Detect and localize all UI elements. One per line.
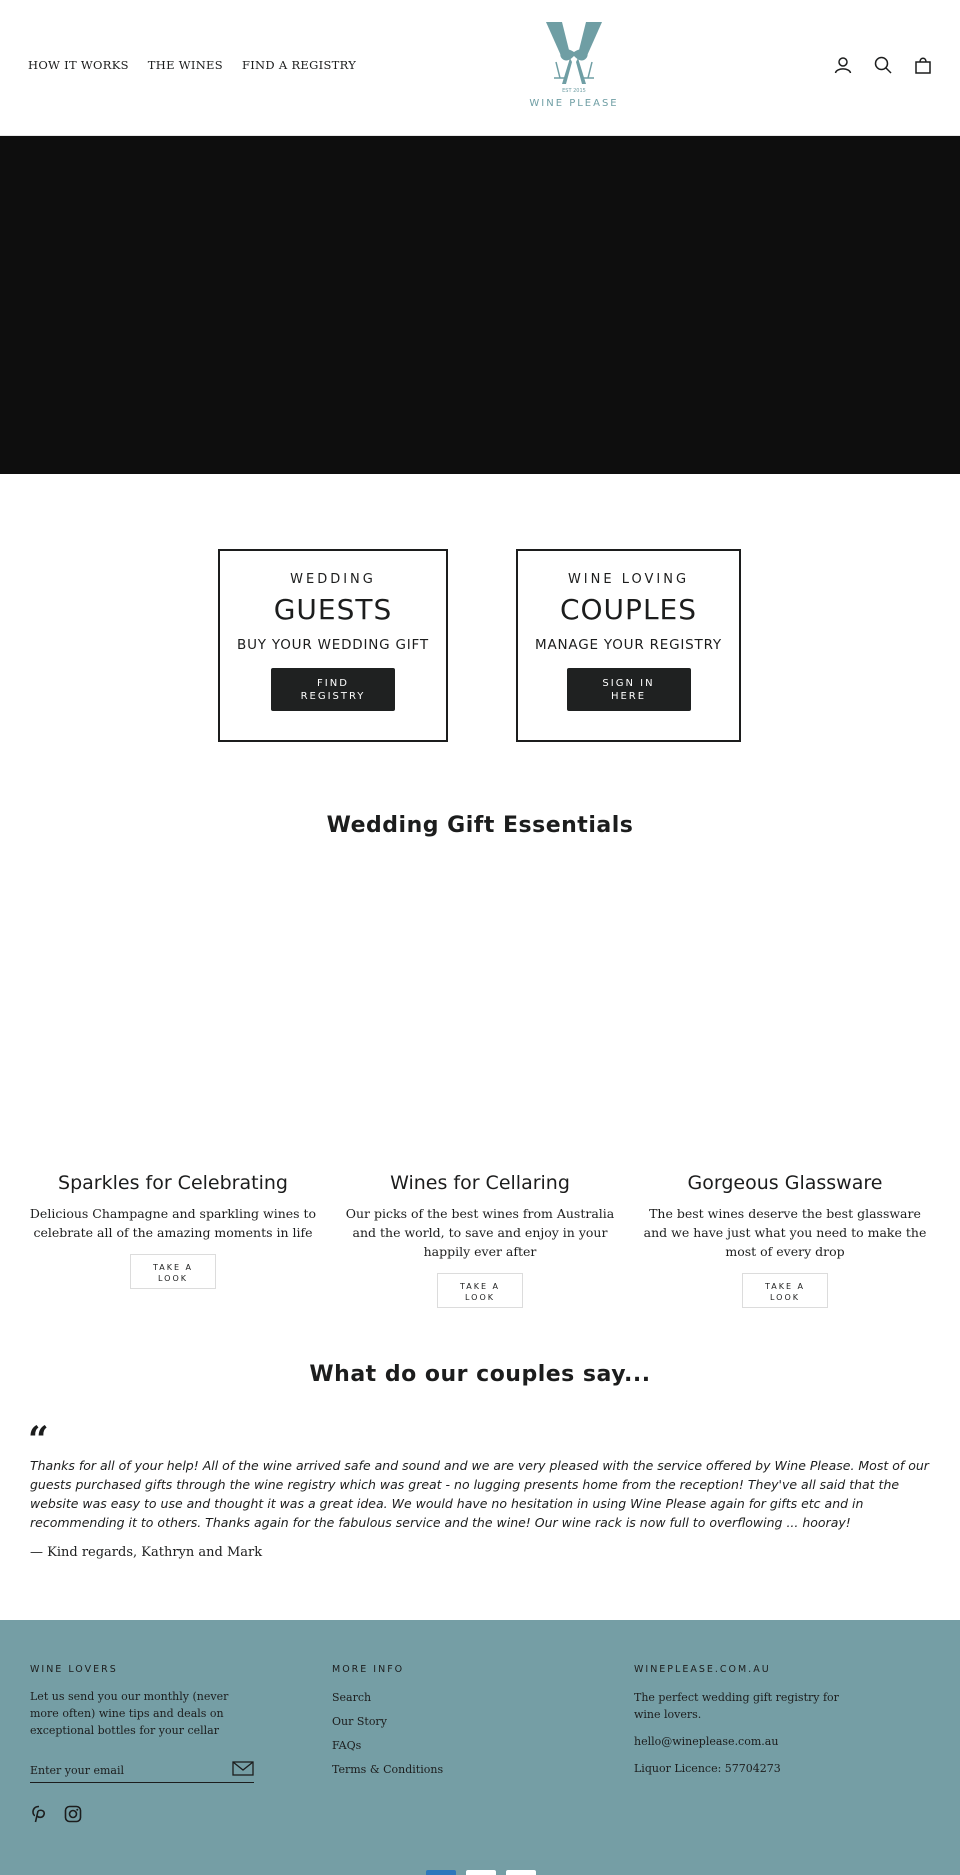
footer-link-faqs[interactable]: FAQs: [332, 1739, 362, 1752]
take-a-look-label-2: LOOK: [769, 1293, 800, 1302]
footer-heading-site: WINEPLEASE.COM.AU: [634, 1664, 771, 1675]
footer-email[interactable]: hello@wineplease.com.au: [634, 1735, 779, 1748]
footer-heading-more-info: MORE INFO: [332, 1664, 405, 1675]
pinterest-icon[interactable]: [30, 1805, 48, 1823]
essentials-item-text: The best wines deserve the best glassware and we have just what you need to make the most of every drop: [643, 1206, 927, 1259]
header-actions: [834, 56, 932, 74]
sign-in-button[interactable]: [567, 668, 691, 711]
sign-in-label-2: HERE: [610, 691, 647, 702]
newsletter-form: [30, 1759, 254, 1783]
instagram-icon[interactable]: [64, 1805, 82, 1823]
amex-icon: [426, 1870, 456, 1875]
take-a-look-label-2: LOOK: [157, 1274, 188, 1283]
footer-tagline: The perfect wedding gift registry for wine lovers.: [634, 1691, 839, 1721]
envelope-icon[interactable]: [232, 1759, 254, 1777]
testimonial-author: — Kind regards, Kathryn and Mark: [30, 1545, 263, 1560]
take-a-look-label-1: TAKE A: [459, 1282, 501, 1291]
footer-link-terms[interactable]: Terms & Conditions: [332, 1763, 444, 1776]
essentials-item-text: Our picks of the best wines from Australia and the world, to save and enjoy in your happily ever after: [345, 1206, 615, 1259]
search-icon[interactable]: [874, 56, 892, 74]
quote-mark-icon: “: [28, 1419, 49, 1461]
couples-subtitle: MANAGE YOUR REGISTRY: [535, 637, 722, 653]
guests-title: GUESTS: [273, 593, 393, 626]
nav-find-a-registry[interactable]: FIND A REGISTRY: [241, 58, 357, 72]
essentials-item-text: Delicious Champagne and sparkling wines to celebrate all of the amazing moments in life: [29, 1206, 317, 1240]
take-a-look-button-glassware[interactable]: [742, 1273, 828, 1308]
footer-about: [634, 1664, 864, 1777]
find-registry-button[interactable]: [271, 668, 395, 711]
newsletter-text: Let us send you our monthly (never more often) wine tips and deals on exceptional bottles for your cellar: [30, 1690, 229, 1737]
site-logo[interactable]: [516, 18, 632, 118]
logo-wordmark: WINE PLEASE: [529, 98, 619, 109]
footer-links: [332, 1691, 552, 1776]
couples-kicker: WINE LOVING: [567, 572, 690, 587]
couples-cta-box: [516, 549, 741, 742]
testimonial-quote: Thanks for all of your help! All of the wine arrived safe and sound and we are very pleased with the service offered by Wine Please. Most of our guests purchased gifts through the wine registry which was great - no lugging presents home from the reception! They've all said that the website was easy to use and thought it was a great idea. We would have no hesitation in using Wine Please again for gifts etc and in recommending it to others. Thanks again for the fabulous service and the wine! Our wine rack is now full to overflowing ... hooray!: [30, 1458, 929, 1530]
footer-link-our-story[interactable]: Our Story: [332, 1715, 387, 1728]
find-registry-label-2: REGISTRY: [300, 691, 366, 702]
footer-heading-wine-lovers: WINE LOVERS: [30, 1664, 118, 1675]
essentials-item-sparkles: [28, 1172, 318, 1289]
testimonial-heading: What do our couples say...: [309, 1362, 651, 1387]
guests-subtitle: BUY YOUR WEDDING GIFT: [237, 637, 429, 653]
footer-licence: Liquor Licence: 57704273: [634, 1762, 781, 1775]
take-a-look-label-1: TAKE A: [764, 1282, 806, 1291]
site-footer: [0, 1620, 960, 1875]
essentials-item-glassware: [640, 1172, 930, 1308]
nav-the-wines[interactable]: THE WINES: [147, 58, 223, 72]
logo-est-text: EST 2015: [562, 88, 586, 94]
site-header: [0, 0, 960, 136]
couples-title: COUPLES: [559, 593, 698, 626]
nav-how-it-works[interactable]: HOW IT WORKS: [28, 58, 129, 72]
footer-newsletter: [30, 1664, 260, 1823]
guests-kicker: WEDDING: [290, 572, 376, 587]
take-a-look-button-cellaring[interactable]: [437, 1273, 523, 1308]
guests-cta-box: [218, 549, 448, 742]
card-icon: [506, 1870, 536, 1875]
sign-in-label-1: SIGN IN: [602, 678, 655, 689]
cart-icon[interactable]: [914, 56, 932, 74]
take-a-look-button-sparkles[interactable]: [130, 1254, 216, 1289]
social-links: [30, 1805, 260, 1823]
essentials-item-title: Sparkles for Celebrating: [58, 1172, 288, 1194]
essentials-item-title: Gorgeous Glassware: [687, 1172, 883, 1194]
essentials-item-title: Wines for Cellaring: [390, 1172, 570, 1194]
bottles-bow-logo-icon: [534, 18, 614, 96]
take-a-look-label-2: LOOK: [464, 1293, 495, 1302]
newsletter-email-input[interactable]: [30, 1764, 220, 1777]
hero-banner: [0, 136, 960, 474]
essentials-item-cellaring: [335, 1172, 625, 1308]
find-registry-label-1: FIND: [317, 678, 349, 689]
payment-icons: [426, 1870, 536, 1875]
essentials-heading: Wedding Gift Essentials: [326, 813, 634, 838]
footer-link-search[interactable]: Search: [332, 1691, 372, 1704]
card-icon: [466, 1870, 496, 1875]
take-a-look-label-1: TAKE A: [152, 1263, 194, 1272]
footer-more-info: [332, 1664, 552, 1776]
account-icon[interactable]: [834, 56, 852, 74]
main-nav: [28, 58, 356, 72]
